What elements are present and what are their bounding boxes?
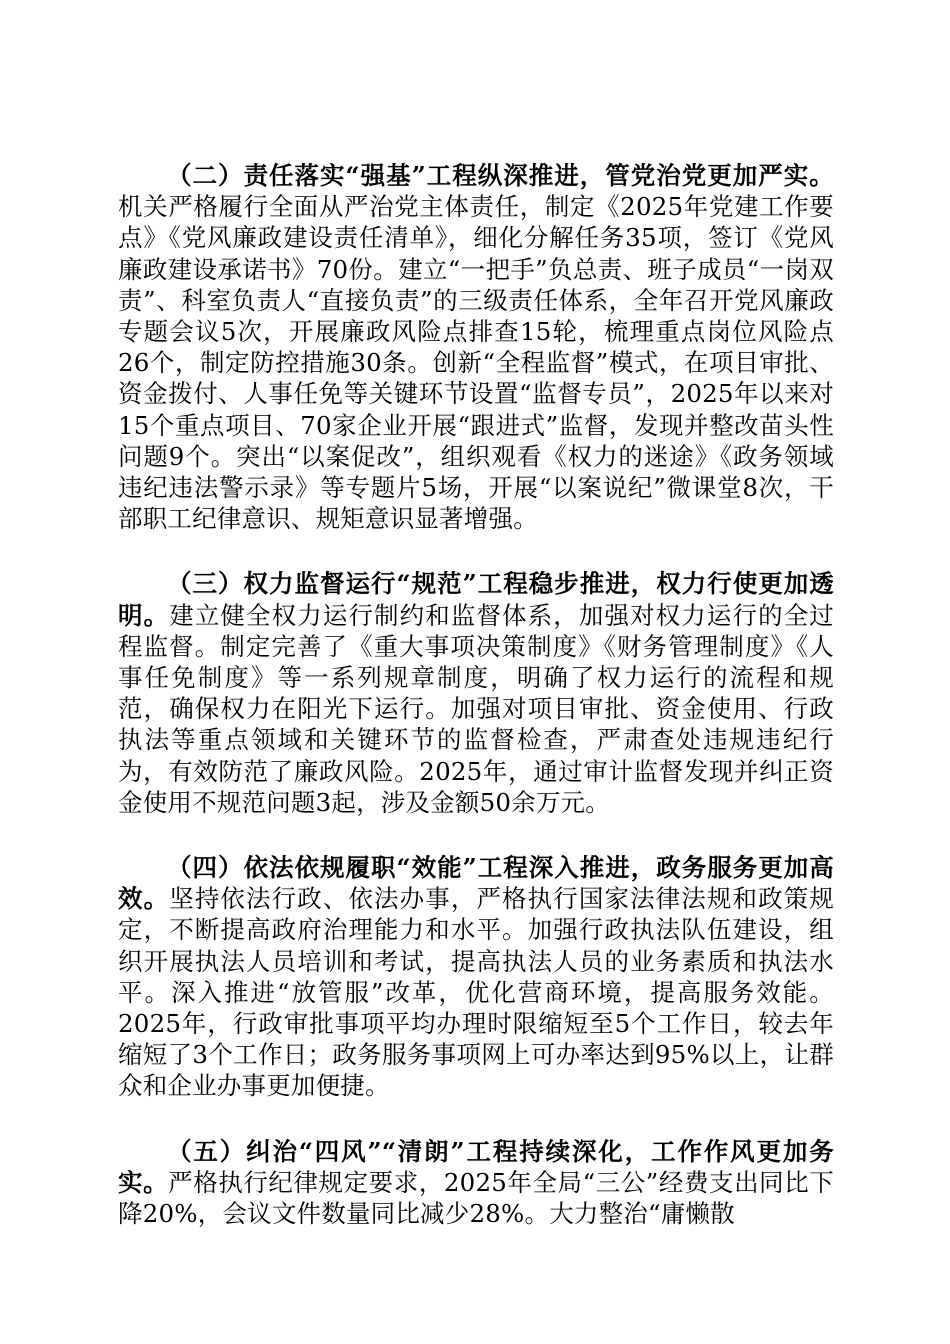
paragraph-work-style <box>118 1136 834 1230</box>
paragraph-heading: （二）责任落实“强基”工程纵深推进，管党治党更加严实。 <box>167 161 834 190</box>
paragraph-body: 机关严格履行全面从严治党主体责任，制定《2025年党建工作要点》《党风廉政建设责任清单》，细化分解任务35项，签订《党风廉政建设承诺书》70份。建立“一把手”负总责、班子成员“一岗双责”、科室负责人“直接负责”的三级责任体系，全年召开党风廉政专题会议5次，开展廉政风险点排查15轮，梳理重点岗位风险点26个，制定防控措施30条。创新“全程监督”模式，在项目审批、资金拨付、人事任免等关键环节设置“监督专员”，2025年以来对15个重点项目、70家企业开展“跟进式”监督，发现并整改苗头性问题9个。突出“以案促改”，组织观看《权力的迷途》《政务领域违纪违法警示录》等专题片5场，开展“以案说纪”微课堂8次，干部职工纪律意识、规矩意识显著增强。 <box>118 192 834 534</box>
paragraph-efficiency <box>118 852 834 1102</box>
paragraph-body: 严格执行纪律规定要求，2025年全局“三公”经费支出同比下降20%，会议文件数量同比减少28%。大力整治“庸懒散 <box>118 1167 834 1229</box>
paragraph-power-supervision <box>118 568 834 818</box>
paragraph-body: 坚持依法行政、依法办事，严格执行国家法律法规和政策规定，不断提高政府治理能力和水平。加强行政执法队伍建设，组织开展执法人员培训和考试，提高执法人员的业务素质和执法水平。深入推进“放管服”改革，优化营商环境，提高服务效能。2025年，行政审批事项平均办理时限缩短至5个工作日，较去年缩短了3个工作日；政务服务事项网上可办率达到95%以上，让群众和企业办事更加便捷。 <box>118 884 834 1101</box>
paragraph-heading: （四）依法依规履职“效能”工程深入推进，政务服务更加高效。 <box>118 853 834 914</box>
paragraph-responsibility <box>118 160 834 534</box>
document-page <box>118 160 834 1263</box>
paragraph-heading: （五）纠治“四风”“清朗”工程持续深化，工作作风更加务实。 <box>118 1136 834 1197</box>
paragraph-heading: （三）权力监督运行“规范”工程稳步推进，权力行使更加透明。 <box>118 569 834 630</box>
paragraph-body: 建立健全权力运行制约和监督体系，加强对权力运行的全过程监督。制定完善了《重大事项决策制度》《财务管理制度》《人事任免制度》等一系列规章制度，明确了权力运行的流程和规范，确保权力在阳光下运行。加强对项目审批、资金使用、行政执法等重点领域和关键环节的监督检查，严肃查处违规违纪行为，有效防范了廉政风险。2025年，通过审计监督发现并纠正资金使用不规范问题3起，涉及金额50余万元。 <box>118 600 834 817</box>
